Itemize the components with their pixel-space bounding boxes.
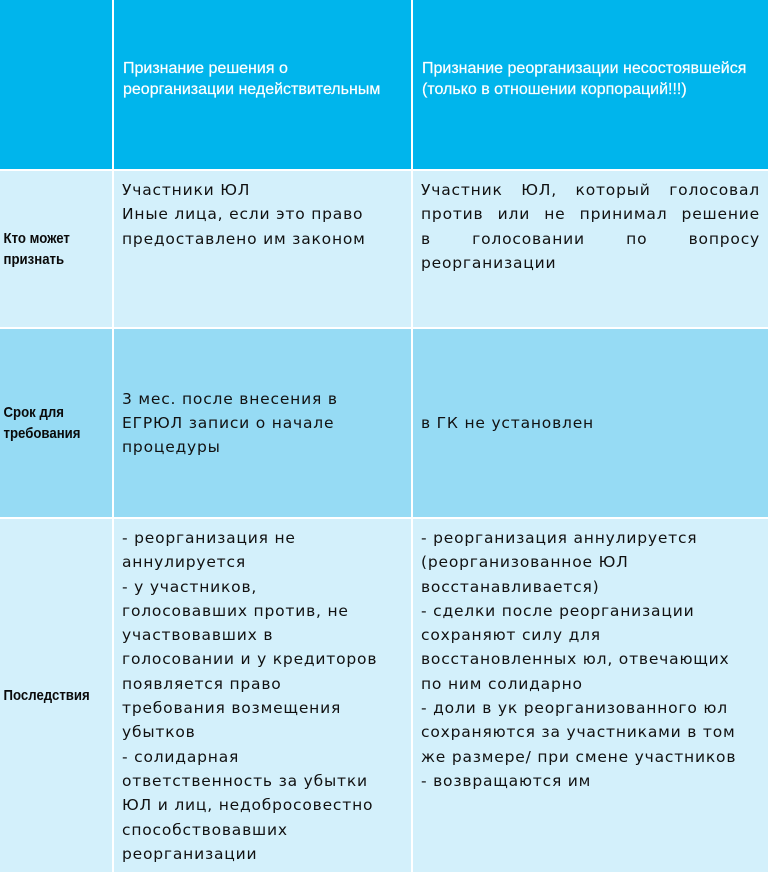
cell-text-line: в голосовании по вопросу <box>421 229 760 248</box>
cell-consequences-invalid-decision <box>113 518 412 872</box>
cell-text-line: Иные лица, если это право <box>122 205 364 224</box>
cell-who-failed-reorganization <box>412 170 768 328</box>
row-label-cell-who <box>0 170 113 328</box>
row-label-line: Последствия <box>3 686 90 704</box>
row-label-line: Срок для <box>3 404 64 421</box>
row-divider <box>0 169 768 171</box>
cell-who-invalid-decision <box>113 170 412 328</box>
cell-text-line: голосовании и у кредиторов <box>122 650 378 669</box>
column-divider <box>411 0 413 872</box>
cell-text-line: способствовавших <box>122 820 288 839</box>
cell-text-line: процедуры <box>122 438 221 457</box>
cell-text-line: - возвращаются им <box>421 771 592 790</box>
row-label-term <box>0 402 99 444</box>
cell-text-line: убытков <box>122 723 196 742</box>
header-text-line: реорганизации недействительным <box>123 81 381 98</box>
cell-text-line: ЕГРЮЛ записи о начале <box>122 413 335 432</box>
header-text-line: Признание реорганизации несостоявшейся <box>422 60 747 77</box>
row-label-cell-term <box>0 328 113 518</box>
row-label-line: Кто может <box>3 230 70 247</box>
row-divider <box>0 517 768 519</box>
cell-text-line: - сделки после реорганизации <box>421 601 695 620</box>
cell-text-line: восстанавливается) <box>421 577 600 596</box>
cell-term-failed-reorganization <box>412 328 768 518</box>
cell-text-line: ЮЛ и лиц, недобросовестно <box>122 796 374 815</box>
cell-text-line: Участники ЮЛ <box>122 181 251 199</box>
row-label-line: требования <box>3 425 81 442</box>
cell-text-line: 3 мес. после внесения в <box>122 389 338 408</box>
cell-text-line: - доли в ук реорганизованного юл <box>421 699 728 718</box>
cell-text-line: аннулируется <box>122 553 246 572</box>
cell-text-line: ответственность за убытки <box>122 771 368 790</box>
cell-text-line: - у участников, <box>122 577 258 596</box>
cell-consequences-failed-reorganization <box>412 518 768 872</box>
cell-text-line: по ним солидарно <box>421 674 583 693</box>
row-label-consequences <box>0 685 99 706</box>
cell-text-line: голосовавших против, не <box>122 601 349 620</box>
cell-term-invalid-decision <box>113 328 412 518</box>
cell-text-line: - солидарная <box>122 747 240 766</box>
cell-text-line: участвовавших в <box>122 626 274 645</box>
cell-text-line: - реорганизация не <box>122 529 296 547</box>
cell-text-line: же размере/ при смене участников <box>421 747 737 766</box>
header-text-line: Признание решения о <box>123 60 288 77</box>
cell-text-line: в ГК не установлен <box>421 413 594 432</box>
header-corner-cell <box>0 0 113 170</box>
row-divider <box>0 327 768 329</box>
cell-text-line: реорганизации <box>122 844 258 863</box>
header-invalid-decision <box>113 0 412 170</box>
cell-text-line: появляется право <box>122 674 282 693</box>
row-label-line: признать <box>3 251 65 268</box>
cell-text-line: предоставлено им законом <box>122 229 366 248</box>
row-label-who <box>0 228 99 270</box>
header-text-line: (только в отношении корпораций!!!) <box>422 81 687 98</box>
cell-text-line: сохраняются за участниками в том <box>421 723 736 742</box>
column-divider <box>112 0 114 872</box>
cell-text-line: против или не принимал решение <box>421 205 760 224</box>
cell-text-line: требования возмещения <box>122 699 342 718</box>
cell-text-line: реорганизации <box>421 253 557 272</box>
cell-text-line: (реорганизованное ЮЛ <box>421 553 629 572</box>
cell-text-line: восстановленных юл, отвечающих <box>421 650 730 669</box>
row-label-cell-consequences <box>0 518 113 872</box>
header-failed-reorganization <box>412 0 768 170</box>
cell-text-line: - реорганизация аннулируется <box>421 529 698 547</box>
cell-text-line: сохраняют силу для <box>421 626 601 645</box>
cell-text-line: Участник ЮЛ, который голосовал <box>421 181 760 199</box>
